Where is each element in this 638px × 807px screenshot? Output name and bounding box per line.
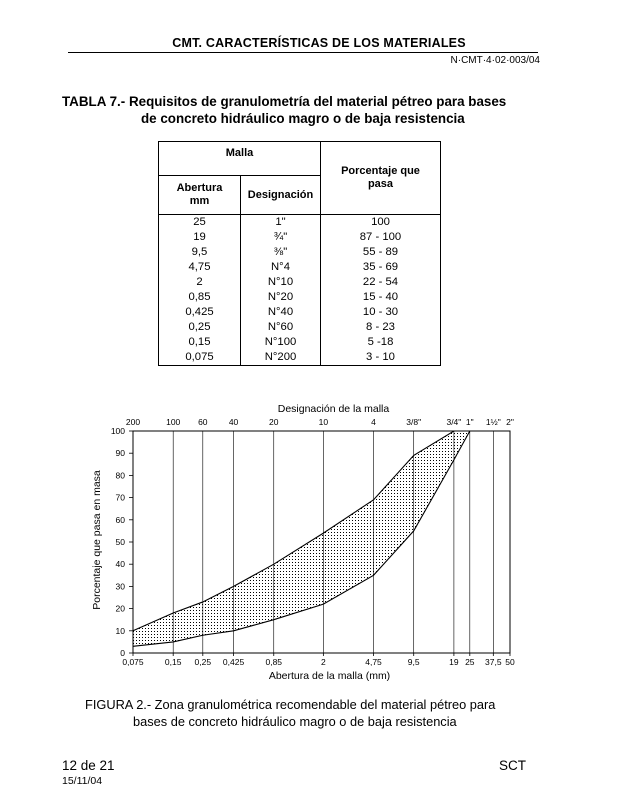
top-tick-label: 2" [506, 417, 514, 427]
cell-abertura: 19 [159, 230, 241, 245]
table-caption-line2: de concreto hidráulico magro o de baja resistencia [141, 111, 465, 126]
cell-abertura: 0,425 [159, 305, 241, 320]
header-rule [68, 52, 538, 53]
cell-designacion: N°40 [241, 305, 321, 320]
table-row [159, 260, 441, 275]
chart-title: Designación de la malla [277, 403, 390, 415]
top-tick-label: 3/8" [406, 417, 422, 427]
top-tick-label: 10 [318, 417, 329, 427]
y-tick-label: 20 [115, 603, 125, 614]
header-porcentaje [321, 142, 441, 215]
y-tick-label: 40 [115, 559, 125, 570]
top-tick-label: 1½" [485, 417, 501, 427]
y-tick-label: 0 [120, 648, 125, 658]
cell-designacion: 1" [241, 215, 321, 231]
table-body [159, 215, 441, 366]
cell-designacion: N°20 [241, 290, 321, 305]
cell-designacion: ⅜" [241, 245, 321, 260]
cell-pct: 55 - 89 [321, 245, 441, 260]
header-abertura [159, 176, 241, 215]
x-axis-label: Abertura de la malla (mm) [268, 670, 391, 682]
header-porcentaje-text: Porcentaje que pasa [341, 165, 420, 190]
x-tick-label: 25 [465, 657, 475, 667]
table-row [159, 245, 441, 260]
header-malla: Malla [159, 142, 321, 176]
cell-abertura: 4,75 [159, 260, 241, 275]
y-tick-label: 100 [110, 426, 125, 436]
gradation-band [133, 431, 470, 646]
cell-pct: 100 [321, 215, 441, 231]
footer-date: 15/11/04 [62, 775, 103, 787]
x-tick-label: 0,15 [164, 657, 182, 667]
table-row [159, 230, 441, 245]
header-abertura-line2: mm [189, 195, 210, 207]
cell-designacion: N°10 [241, 275, 321, 290]
table-caption-line1: TABLA 7.- Requisitos de granulometría del material pétreo para bases [62, 94, 507, 109]
page-number: 12 de 21 [62, 758, 115, 773]
top-tick-label: 4 [371, 417, 376, 427]
cell-abertura: 0,25 [159, 320, 241, 335]
cell-abertura: 0,15 [159, 335, 241, 350]
table-row [159, 275, 441, 290]
table-row [159, 320, 441, 335]
upper-limit-line [133, 431, 470, 631]
x-tick-label: 37,5 [485, 657, 502, 667]
cell-pct: 22 - 54 [321, 275, 441, 290]
page-header-title: CMT. CARACTERÍSTICAS DE LOS MATERIALES [172, 36, 466, 50]
table-row [159, 290, 441, 305]
x-tick-label: 0,425 [222, 657, 245, 667]
cell-abertura: 9,5 [159, 245, 241, 260]
y-tick-label: 50 [115, 537, 125, 547]
table-row [159, 350, 441, 366]
header-abertura-line1: Abertura [176, 182, 223, 194]
table-row [159, 305, 441, 320]
cell-abertura: 0,075 [159, 350, 241, 366]
cell-designacion: N°200 [241, 350, 321, 366]
lower-limit-line [133, 431, 470, 646]
y-tick-label: 30 [115, 581, 125, 592]
cell-abertura: 0,85 [159, 290, 241, 305]
top-tick-label: 60 [198, 417, 208, 427]
granulometry-table [158, 141, 441, 366]
figure-caption-line1: FIGURA 2.- Zona granulométrica recomendable del material pétreo para [85, 697, 496, 712]
cell-pct: 87 - 100 [321, 230, 441, 245]
footer-org: SCT [499, 758, 526, 773]
y-tick-label: 90 [115, 448, 125, 459]
figure-caption-line2: bases de concreto hidráulico magro o de baja resistencia [133, 714, 457, 729]
cell-pct: 8 - 23 [321, 320, 441, 335]
cell-abertura: 2 [159, 275, 241, 290]
y-axis-label: Porcentaje que pasa en masa [91, 470, 103, 610]
top-tick-label: 20 [269, 417, 279, 427]
cell-abertura: 25 [159, 215, 241, 231]
top-tick-label: 40 [228, 417, 239, 427]
x-tick-label: 50 [505, 657, 515, 667]
top-tick-label: 200 [125, 417, 141, 427]
cell-designacion: ¾" [241, 230, 321, 245]
cell-pct: 5 -18 [321, 335, 441, 350]
header-designacion: Designación [241, 176, 321, 215]
cell-designacion: N°60 [241, 320, 321, 335]
table-row [159, 335, 441, 350]
x-tick-label: 0,075 [122, 657, 144, 667]
x-tick-label: 0,25 [194, 657, 212, 667]
x-tick-label: 4,75 [365, 657, 382, 667]
plot-frame [133, 431, 510, 653]
cell-designacion: N°100 [241, 335, 321, 350]
top-tick-label: 1" [465, 417, 474, 427]
y-tick-label: 70 [115, 492, 125, 503]
document-code: N·CMT·4·02·003/04 [450, 55, 540, 66]
y-tick-label: 80 [115, 470, 125, 481]
table-row [159, 215, 441, 231]
top-tick-label: 3/4" [446, 417, 462, 427]
y-tick-label: 60 [115, 514, 125, 525]
cell-pct: 35 - 69 [321, 260, 441, 275]
x-tick-label: 0,85 [265, 657, 283, 667]
cell-pct: 15 - 40 [321, 290, 441, 305]
x-tick-label: 19 [449, 657, 459, 667]
x-tick-label: 9,5 [407, 657, 420, 667]
cell-pct: 3 - 10 [321, 350, 441, 366]
y-tick-label: 10 [115, 625, 125, 636]
top-tick-label: 100 [166, 417, 181, 427]
cell-designacion: N°4 [241, 260, 321, 275]
cell-pct: 10 - 30 [321, 305, 441, 320]
x-tick-label: 2 [321, 657, 326, 667]
